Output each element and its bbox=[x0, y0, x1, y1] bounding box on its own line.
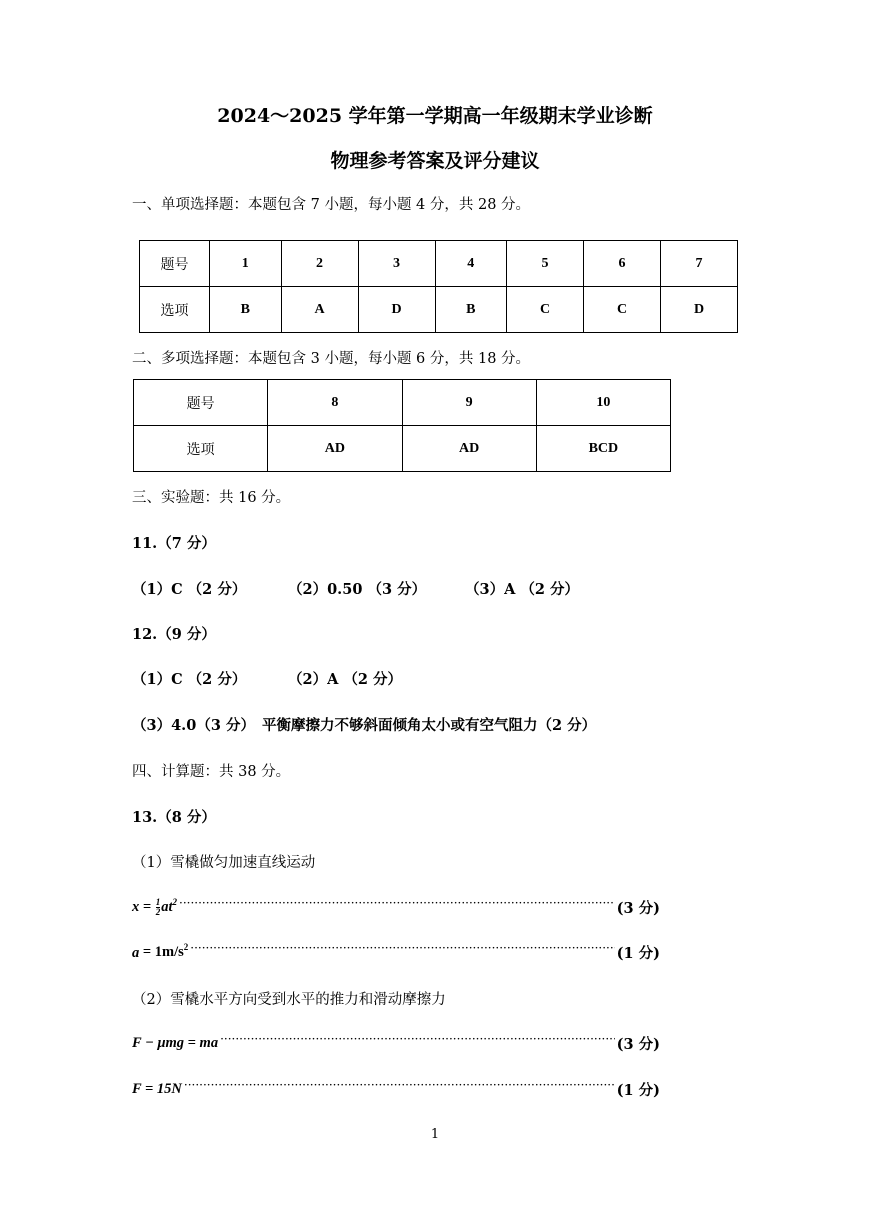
answer-cell: D bbox=[358, 287, 435, 333]
answer-cell: A bbox=[281, 287, 358, 333]
answer-cell: D bbox=[661, 287, 738, 333]
q11-part3: （3）A （2 分） bbox=[465, 581, 580, 598]
row-label-question: 题号 bbox=[134, 380, 268, 426]
section1-heading: 一、单项选择题：本题包含 7 小题，每小题 4 分，共 28 分。 bbox=[132, 197, 531, 213]
points-label: (3 分) bbox=[616, 1035, 660, 1053]
q13-part1: （1）雪橇做匀加速直线运动 bbox=[132, 855, 316, 871]
multiple-choice-table bbox=[133, 379, 671, 472]
equation-displacement bbox=[132, 895, 660, 919]
q12-part2: （2）A （2 分） bbox=[288, 671, 403, 688]
equation-lhs: F = 15N bbox=[132, 1080, 182, 1097]
question-cell: 5 bbox=[507, 241, 584, 287]
q11-part1: （1）C （2 分） bbox=[132, 581, 247, 598]
table-row bbox=[140, 241, 738, 287]
answer-cell: C bbox=[584, 287, 661, 333]
question-cell: 1 bbox=[210, 241, 282, 287]
row-label-answer: 选项 bbox=[140, 287, 210, 333]
answer-cell: BCD bbox=[536, 426, 670, 472]
answer-cell: AD bbox=[402, 426, 536, 472]
document-subtitle: 物理参考答案及评分建议 bbox=[330, 150, 540, 172]
equation-newton bbox=[132, 1032, 660, 1054]
leader-dots bbox=[190, 945, 614, 959]
leader-dots bbox=[179, 900, 615, 914]
equation-lhs: $a = 1m/s^2$ bbox=[132, 942, 189, 961]
q12-part3-answer: （3）4.0（3 分） bbox=[132, 717, 255, 734]
points-label: (1 分) bbox=[616, 1081, 660, 1099]
question-cell: 9 bbox=[402, 380, 536, 426]
question-cell: 7 bbox=[661, 241, 738, 287]
answer-cell: B bbox=[210, 287, 282, 333]
question-cell: 2 bbox=[281, 241, 358, 287]
table-row bbox=[140, 287, 738, 333]
question-cell: 3 bbox=[358, 241, 435, 287]
section2-heading: 二、多项选择题：本题包含 3 小题，每小题 6 分，共 18 分。 bbox=[132, 351, 531, 367]
equation-lhs: x = $\frac{1}{2}$ $at^2$ bbox=[132, 897, 178, 917]
question-cell: 6 bbox=[584, 241, 661, 287]
answer-cell: C bbox=[507, 287, 584, 333]
leader-dots bbox=[220, 1036, 615, 1050]
single-choice-table bbox=[139, 240, 738, 333]
row-label-answer: 选项 bbox=[134, 426, 268, 472]
points-label: (1 分) bbox=[616, 944, 660, 962]
page-number: 1 bbox=[430, 1127, 440, 1142]
row-label-question: 题号 bbox=[140, 241, 210, 287]
equation-force bbox=[132, 1078, 660, 1100]
answer-cell: B bbox=[435, 287, 507, 333]
points-label: (3 分) bbox=[616, 899, 660, 917]
q11-title: 11.（7 分） bbox=[132, 535, 216, 552]
table-row bbox=[134, 380, 671, 426]
table-row bbox=[134, 426, 671, 472]
q12-part3-reason: 平衡摩擦力不够斜面倾角太小或有空气阻力（2 分） bbox=[262, 717, 597, 734]
q12-title: 12.（9 分） bbox=[132, 626, 216, 643]
q13-title: 13.（8 分） bbox=[132, 809, 216, 826]
question-cell: 4 bbox=[435, 241, 507, 287]
q13-part2: （2）雪橇水平方向受到水平的推力和滑动摩擦力 bbox=[132, 992, 446, 1008]
q11-part2: （2）0.50 （3 分） bbox=[288, 581, 427, 598]
section3-heading: 三、实验题：共 16 分。 bbox=[132, 490, 291, 506]
answer-cell: AD bbox=[268, 426, 402, 472]
question-cell: 10 bbox=[536, 380, 670, 426]
document-title: 2024～2025 学年第一学期高一年级期末学业诊断 bbox=[217, 105, 653, 127]
section4-heading: 四、计算题：共 38 分。 bbox=[132, 764, 291, 780]
question-cell: 8 bbox=[268, 380, 402, 426]
equation-acceleration bbox=[132, 941, 660, 963]
q12-part1: （1）C （2 分） bbox=[132, 671, 247, 688]
leader-dots bbox=[184, 1082, 615, 1096]
equation-lhs: F − μmg = ma bbox=[132, 1034, 219, 1051]
